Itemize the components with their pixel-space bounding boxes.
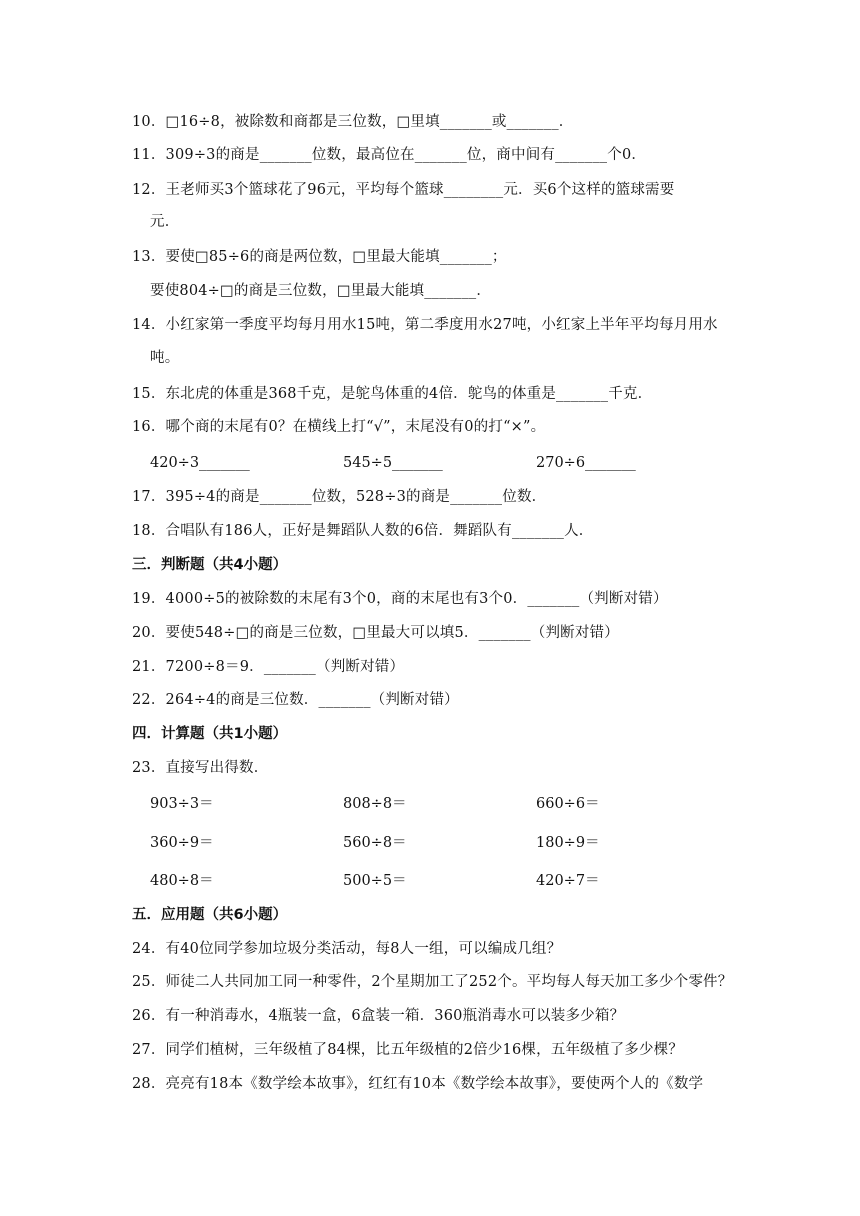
question-19: 19．4000÷5的被除数的末尾有3个0，商的末尾也有3个0．_______（判断对错） [132, 591, 668, 607]
calc-item: 420÷7＝ [536, 873, 600, 889]
question-12: 12．王老师买3个篮球花了96元，平均每个篮球________元．买6个这样的篮球需要 [132, 182, 675, 198]
question-11: 11．309÷3的商是_______位数，最高位在_______位，商中间有_______个0． [132, 147, 647, 163]
question-23: 23．直接写出得数． [132, 760, 269, 776]
question-15: 15．东北虎的体重是368千克，是鸵鸟体重的4倍．鸵鸟的体重是_______千克． [132, 386, 653, 402]
question-26: 26．有一种消毒水，4瓶装一盒，6盒装一箱．360瓶消毒水可以装多少箱？ [132, 1008, 625, 1024]
question-13: 13．要使□85÷6的商是两位数，□里最大能填_______； [132, 249, 507, 265]
question-16: 16．哪个商的末尾有0？在横线上打“√”，末尾没有0的打“×”。 [132, 419, 546, 435]
question-22: 22．264÷4的商是三位数．_______（判断对错） [132, 692, 459, 708]
question-16-item: 545÷5_______ [343, 455, 443, 471]
calc-item: 808÷8＝ [343, 796, 407, 812]
calc-item: 180÷9＝ [536, 835, 600, 851]
question-18: 18．合唱队有186人，正好是舞蹈队人数的6倍．舞蹈队有_______人． [132, 523, 594, 539]
question-17: 17．395÷4的商是_______位数，528÷3的商是_______位数． [132, 489, 547, 505]
question-16-item: 270÷6_______ [536, 455, 636, 471]
question-14: 14．小红家第一季度平均每月用水15吨，第二季度用水27吨，小红家上半年平均每月用水 [132, 317, 718, 333]
calc-item: 360÷9＝ [150, 835, 214, 851]
question-14-continuation: 吨。 [150, 350, 180, 366]
calc-item: 660÷6＝ [536, 796, 600, 812]
question-12-continuation: 元． [150, 214, 180, 230]
section-heading-application: 五．应用题（共6小题） [132, 907, 288, 923]
calc-item: 500÷5＝ [343, 873, 407, 889]
question-24: 24．有40位同学参加垃圾分类活动，每8人一组，可以编成几组？ [132, 941, 562, 957]
question-10: 10．□16÷8，被除数和商都是三位数，□里填_______或_______． [132, 114, 574, 130]
calc-item: 480÷8＝ [150, 873, 214, 889]
section-heading-calculation: 四．计算题（共1小题） [132, 726, 288, 742]
question-25: 25．师徒二人共同加工同一种零件，2个星期加工了252个。平均每人每天加工多少个零件？ [132, 974, 733, 990]
section-heading-judgement: 三．判断题（共4小题） [132, 557, 288, 573]
calc-item: 903÷3＝ [150, 796, 214, 812]
question-28: 28．亮亮有18本《数学绘本故事》，红红有10本《数学绘本故事》，要使两个人的《数学 [132, 1076, 704, 1092]
calc-item: 560÷8＝ [343, 835, 407, 851]
question-16-item: 420÷3_______ [150, 455, 250, 471]
question-13-second-part: 要使804÷□的商是三位数，□里最大能填_______． [150, 283, 492, 299]
question-20: 20．要使548÷□的商是三位数，□里最大可以填5．_______（判断对错） [132, 625, 619, 641]
question-27: 27．同学们植树，三年级植了84棵，比五年级植的2倍少16棵，五年级植了多少棵？ [132, 1042, 684, 1058]
question-21: 21．7200÷8＝9．_______（判断对错） [132, 659, 405, 675]
